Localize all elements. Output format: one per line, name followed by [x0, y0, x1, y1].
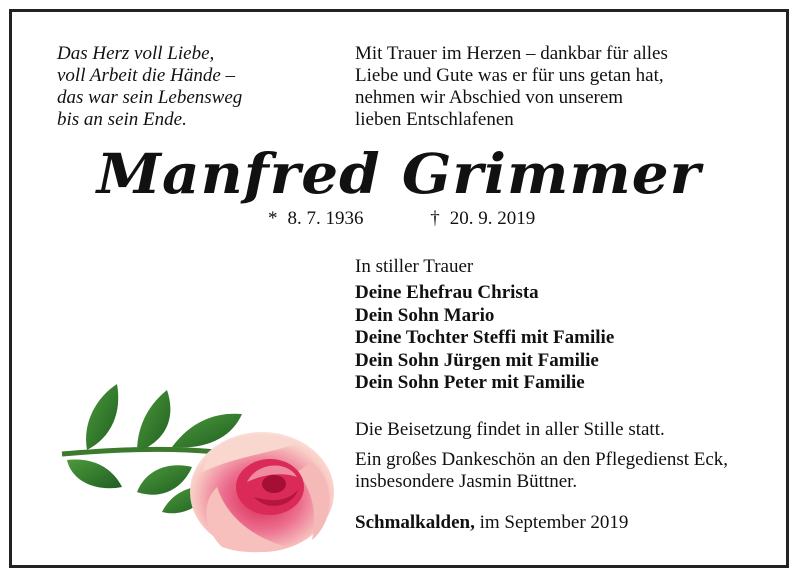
- intro-text: [355, 43, 668, 131]
- family-member: Dein Sohn Jürgen mit Familie: [355, 349, 599, 371]
- death-symbol: †: [430, 208, 440, 229]
- poem-line: bis an sein Ende.: [57, 109, 187, 130]
- deceased-name: Manfred Grimmer: [96, 141, 702, 207]
- burial-notice: Die Beisetzung findet in aller Stille statt.: [355, 419, 665, 440]
- thanks-block: [355, 449, 728, 493]
- intro-line: Mit Trauer im Herzen – dankbar für alles: [355, 43, 668, 64]
- family-member: Dein Sohn Peter mit Familie: [355, 372, 585, 393]
- signature: [355, 512, 628, 534]
- obituary-card: [9, 9, 789, 568]
- thanks-line: Ein großes Dankeschön an den Pflegedienst Eck,: [355, 449, 729, 470]
- poem-line: Das Herz voll Liebe,: [57, 43, 215, 64]
- death-date-value: 20. 9. 2019: [449, 208, 536, 229]
- life-dates: [268, 208, 535, 230]
- intro-line: lieben Entschlafenen: [355, 109, 514, 130]
- birth-symbol: *: [268, 208, 278, 229]
- signature-place: Schmalkalden,: [355, 512, 475, 533]
- poem: [57, 43, 242, 131]
- intro-line: Liebe und Gute was er für uns getan hat,: [355, 65, 664, 86]
- thanks-line: insbesondere Jasmin Büttner.: [355, 471, 578, 492]
- poem-line: das war sein Lebensweg: [57, 87, 243, 108]
- notice-text: [355, 419, 728, 493]
- family-member: Dein Sohn Mario: [355, 304, 495, 326]
- mourning-heading: In stiller Trauer: [355, 256, 474, 277]
- family-member: Deine Tochter Steffi mit Familie: [355, 327, 615, 348]
- birth-date-value: 8. 7. 1936: [287, 208, 364, 229]
- birth-date: [268, 208, 364, 229]
- family-list: [355, 282, 614, 395]
- poem-line: voll Arbeit die Hände –: [57, 65, 236, 86]
- intro-line: nehmen wir Abschied von unserem: [355, 87, 624, 108]
- death-date: [430, 208, 535, 229]
- rose-icon: [42, 342, 342, 567]
- family-member: Deine Ehefrau Christa: [355, 282, 539, 303]
- signature-date: im September 2019: [479, 512, 629, 533]
